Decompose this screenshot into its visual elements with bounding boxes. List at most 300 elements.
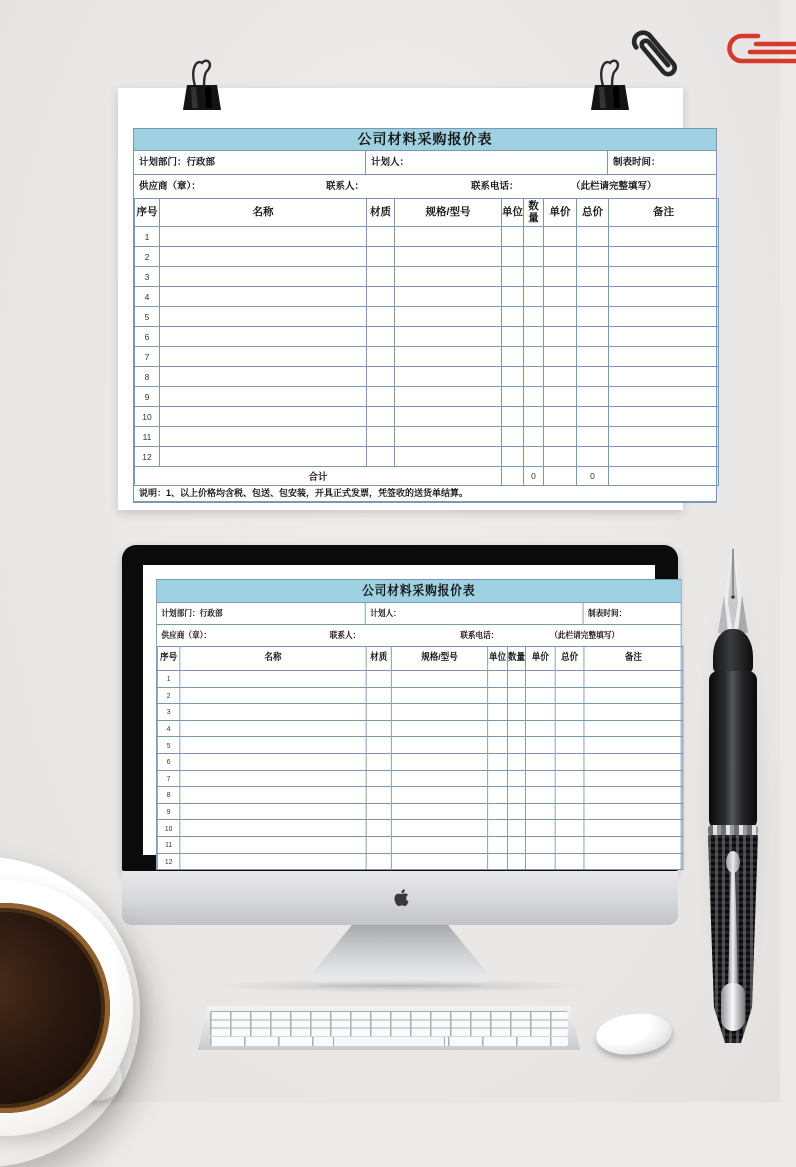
- cell-empty: [367, 287, 395, 307]
- cell-empty: [488, 770, 508, 787]
- cell-empty: [366, 704, 391, 721]
- cell-empty: [577, 407, 609, 427]
- cell-empty: [525, 737, 555, 754]
- cell-empty: [609, 247, 719, 267]
- form-title: 公司材料采购报价表: [157, 580, 681, 602]
- cell-empty: [555, 687, 584, 704]
- row-number: 11: [135, 427, 160, 447]
- cell-empty: [502, 267, 524, 287]
- table-row: [157, 820, 683, 837]
- cell-empty: [391, 720, 487, 737]
- cell-empty: [555, 704, 584, 721]
- cell-empty: [366, 720, 391, 737]
- cell-empty: [555, 836, 584, 853]
- pen-clip-tip: [721, 983, 745, 1031]
- cell-empty: [395, 387, 502, 407]
- header-row: [135, 199, 719, 227]
- row-number: 1: [135, 227, 160, 247]
- total-row: [135, 467, 719, 486]
- apple-logo-icon: [389, 887, 411, 909]
- cell-empty: [367, 367, 395, 387]
- header-row: [157, 647, 683, 671]
- cell-empty: [395, 427, 502, 447]
- phone-label: 联系电话：: [471, 181, 519, 192]
- dept-cell: 计划部门：行政部: [157, 603, 366, 624]
- row-number: 11: [157, 836, 180, 853]
- row-number: 9: [135, 387, 160, 407]
- cell-empty: [525, 687, 555, 704]
- cell-empty: [488, 836, 508, 853]
- row-number: 10: [135, 407, 160, 427]
- cell-empty: [502, 347, 524, 367]
- table-row: [157, 704, 683, 721]
- cell-empty: [524, 227, 544, 247]
- cell-empty: [160, 447, 367, 467]
- row-number: 2: [157, 687, 180, 704]
- cell-empty: [544, 307, 577, 327]
- cell-empty: [160, 287, 367, 307]
- cell-empty: [488, 671, 508, 688]
- cell-empty: [507, 753, 525, 770]
- supplier-label: 供应商（章）：: [161, 630, 212, 640]
- cell-empty: [367, 387, 395, 407]
- paper-sheet: [118, 88, 683, 510]
- cell-empty: [367, 267, 395, 287]
- cell-empty: [544, 347, 577, 367]
- cell-empty: [584, 836, 683, 853]
- cell-empty: [180, 853, 366, 870]
- col-name: 名称: [160, 199, 367, 227]
- row-number: 8: [135, 367, 160, 387]
- cell-empty: [366, 770, 391, 787]
- cell-empty: [544, 407, 577, 427]
- cell-empty: [524, 287, 544, 307]
- cell-empty: [544, 247, 577, 267]
- cell-empty: [180, 820, 366, 837]
- cell-empty: [555, 753, 584, 770]
- cell-empty: [524, 347, 544, 367]
- col-remark: 备注: [609, 199, 719, 227]
- cell-empty: [502, 427, 524, 447]
- cell-empty: [395, 307, 502, 327]
- row-number: 5: [157, 737, 180, 754]
- cell-empty: [488, 720, 508, 737]
- cell-empty: [577, 367, 609, 387]
- table-row: [135, 347, 719, 367]
- cell-empty: [524, 427, 544, 447]
- items-table: [134, 198, 719, 486]
- table-row: [135, 407, 719, 427]
- cell-empty: [502, 407, 524, 427]
- cell-empty: [502, 287, 524, 307]
- cell-empty: [366, 671, 391, 688]
- col-unit: 单位: [488, 647, 508, 671]
- cell-empty: [584, 770, 683, 787]
- cell-empty: [180, 836, 366, 853]
- planner-cell: 计划人：: [366, 603, 584, 624]
- cell-empty: [488, 803, 508, 820]
- table-row: [135, 267, 719, 287]
- table-row: [157, 737, 683, 754]
- col-material: 材质: [366, 647, 391, 671]
- col-unit-price: 单价: [544, 199, 577, 227]
- contact-label: 联系人：: [326, 181, 365, 192]
- cell-empty: [609, 327, 719, 347]
- monitor-shadow: [215, 979, 585, 993]
- cell-empty: [525, 770, 555, 787]
- mouse: [594, 1010, 674, 1058]
- col-index: 序号: [135, 199, 160, 227]
- cell-empty: [395, 447, 502, 467]
- cell-empty: [507, 720, 525, 737]
- col-total-price: 总价: [577, 199, 609, 227]
- cell-empty: [160, 327, 367, 347]
- table-row: [135, 327, 719, 347]
- table-row: [157, 753, 683, 770]
- row-number: 6: [157, 753, 180, 770]
- row-number: 2: [135, 247, 160, 267]
- cell-empty: [502, 367, 524, 387]
- col-spec: 规格/型号: [395, 199, 502, 227]
- cell-empty: [555, 737, 584, 754]
- cell-empty: [584, 803, 683, 820]
- col-index: 序号: [157, 647, 180, 671]
- pen-section: [713, 629, 753, 675]
- date-cell: 制表时间：: [588, 608, 627, 618]
- cell-empty: [180, 720, 366, 737]
- row-number: 3: [135, 267, 160, 287]
- cell-empty: [391, 836, 487, 853]
- cell-empty: [366, 737, 391, 754]
- row-number: 8: [157, 787, 180, 804]
- cell-empty: [395, 407, 502, 427]
- row-number: 12: [157, 853, 180, 870]
- cell-empty: [391, 787, 487, 804]
- col-total-price: 总价: [555, 647, 584, 671]
- cell-empty: [609, 287, 719, 307]
- cell-empty: [160, 407, 367, 427]
- total-label: 合计: [135, 467, 502, 486]
- cell-empty: [391, 704, 487, 721]
- cell-empty: [577, 287, 609, 307]
- cell-empty: [555, 720, 584, 737]
- cell-empty: [502, 387, 524, 407]
- keyboard: [198, 1006, 580, 1050]
- cell-empty: [395, 267, 502, 287]
- cell-empty: [395, 227, 502, 247]
- cell-empty: [367, 327, 395, 347]
- cell-empty: [609, 307, 719, 327]
- supplier-label: 供应商（章）：: [139, 181, 201, 192]
- cell-empty: [488, 753, 508, 770]
- cell-empty: [391, 671, 487, 688]
- cell-empty: [584, 704, 683, 721]
- cell-empty: [577, 227, 609, 247]
- cell-empty: [525, 753, 555, 770]
- spacebar: [333, 1037, 445, 1046]
- cell-empty: [584, 820, 683, 837]
- cell-empty: [524, 447, 544, 467]
- cell-empty: [488, 704, 508, 721]
- cell-empty: [525, 803, 555, 820]
- info-row-1: [134, 150, 716, 174]
- cell-empty: [525, 671, 555, 688]
- pen-band: [708, 825, 758, 836]
- cell-empty: [180, 753, 366, 770]
- col-qty: 数量: [524, 199, 544, 227]
- col-unit: 单位: [502, 199, 524, 227]
- cell-empty: [577, 247, 609, 267]
- cell-empty: [525, 787, 555, 804]
- binder-clip-icon: [586, 52, 634, 112]
- cell-empty: [160, 387, 367, 407]
- table-row: [157, 836, 683, 853]
- cell-empty: [524, 307, 544, 327]
- cell-empty: [502, 467, 524, 486]
- cell-empty: [488, 853, 508, 870]
- pen-barrel: [709, 671, 757, 829]
- table-body: [135, 227, 719, 467]
- cell-empty: [367, 227, 395, 247]
- col-name: 名称: [180, 647, 366, 671]
- quotation-form-screen: [156, 579, 682, 870]
- row-number: 5: [135, 307, 160, 327]
- cell-empty: [525, 853, 555, 870]
- cell-empty: [395, 367, 502, 387]
- imac-chin: [122, 871, 678, 925]
- cell-empty: [609, 227, 719, 247]
- cell-empty: [160, 267, 367, 287]
- table-body: [157, 671, 683, 870]
- table-row: [135, 247, 719, 267]
- cell-empty: [609, 467, 719, 486]
- cell-empty: [366, 687, 391, 704]
- cell-empty: [502, 247, 524, 267]
- table-row: [135, 287, 719, 307]
- cell-empty: [544, 227, 577, 247]
- cell-empty: [544, 387, 577, 407]
- cell-empty: [555, 820, 584, 837]
- keyboard-keys: [210, 1011, 568, 1036]
- cell-empty: [525, 704, 555, 721]
- cell-empty: [555, 787, 584, 804]
- table-row: [135, 387, 719, 407]
- cell-empty: [577, 347, 609, 367]
- quotation-form-paper: [133, 128, 717, 503]
- cell-empty: [577, 267, 609, 287]
- cell-empty: [609, 387, 719, 407]
- info-row-1: [157, 602, 681, 624]
- cell-empty: [584, 753, 683, 770]
- cell-empty: [555, 803, 584, 820]
- table-row: [135, 307, 719, 327]
- cell-empty: [507, 820, 525, 837]
- cell-empty: [577, 307, 609, 327]
- table-row: [157, 687, 683, 704]
- cell-empty: [366, 753, 391, 770]
- cell-empty: [507, 836, 525, 853]
- cell-empty: [524, 267, 544, 287]
- cell-empty: [584, 720, 683, 737]
- table-row: [157, 803, 683, 820]
- row-number: 6: [135, 327, 160, 347]
- planner-cell: 计划人：: [366, 151, 608, 174]
- cell-empty: [584, 687, 683, 704]
- cell-empty: [160, 247, 367, 267]
- cell-empty: [366, 820, 391, 837]
- cell-empty: [584, 787, 683, 804]
- table-row: [135, 367, 719, 387]
- table-row: [157, 720, 683, 737]
- row-number: 1: [157, 671, 180, 688]
- cell-empty: [395, 327, 502, 347]
- row-number: 3: [157, 704, 180, 721]
- cell-empty: [180, 770, 366, 787]
- cell-empty: [525, 820, 555, 837]
- monitor-screen: [143, 565, 655, 866]
- row-number: 4: [157, 720, 180, 737]
- cell-empty: [180, 671, 366, 688]
- table-row: [157, 853, 683, 870]
- col-remark: 备注: [584, 647, 683, 671]
- cell-empty: [524, 387, 544, 407]
- cell-empty: [391, 803, 487, 820]
- table-row: [157, 787, 683, 804]
- red-paperclip-icon: [726, 32, 780, 72]
- table-row: [135, 447, 719, 467]
- col-spec: 规格/型号: [391, 647, 487, 671]
- cell-empty: [488, 820, 508, 837]
- imac-monitor: [122, 545, 678, 871]
- cell-empty: [609, 407, 719, 427]
- table-row: [135, 427, 719, 447]
- cell-empty: [367, 307, 395, 327]
- row-number: 7: [135, 347, 160, 367]
- cell-empty: [366, 836, 391, 853]
- cell-empty: [525, 836, 555, 853]
- binder-clip-icon: [178, 52, 226, 112]
- cell-empty: [391, 687, 487, 704]
- cell-empty: [391, 737, 487, 754]
- cell-empty: [502, 307, 524, 327]
- cell-empty: [502, 327, 524, 347]
- cell-empty: [180, 803, 366, 820]
- cell-empty: [525, 720, 555, 737]
- fill-note-label: （此栏请完整填写）: [550, 630, 620, 640]
- cell-empty: [507, 770, 525, 787]
- cell-empty: [577, 327, 609, 347]
- cell-empty: [577, 427, 609, 447]
- cell-empty: [160, 347, 367, 367]
- cell-empty: [366, 803, 391, 820]
- cell-empty: [366, 787, 391, 804]
- cell-empty: [180, 704, 366, 721]
- cell-empty: [544, 267, 577, 287]
- total-quantity: 0: [524, 467, 544, 486]
- cell-empty: [180, 687, 366, 704]
- table-row: [157, 671, 683, 688]
- cell-empty: [391, 770, 487, 787]
- cell-empty: [160, 427, 367, 447]
- cell-empty: [160, 367, 367, 387]
- imac-stand: [300, 925, 500, 987]
- cell-empty: [555, 770, 584, 787]
- cell-empty: [391, 820, 487, 837]
- row-number: 10: [157, 820, 180, 837]
- cell-empty: [507, 671, 525, 688]
- cell-empty: [609, 447, 719, 467]
- cell-empty: [524, 407, 544, 427]
- cell-empty: [544, 467, 577, 486]
- cell-empty: [160, 307, 367, 327]
- cell-empty: [544, 287, 577, 307]
- cell-empty: [544, 447, 577, 467]
- cell-empty: [524, 247, 544, 267]
- cell-empty: [609, 427, 719, 447]
- row-number: 4: [135, 287, 160, 307]
- pen-nib: [712, 543, 754, 635]
- cell-empty: [180, 737, 366, 754]
- cell-empty: [609, 367, 719, 387]
- row-number: 12: [135, 447, 160, 467]
- cell-empty: [488, 787, 508, 804]
- cell-empty: [502, 227, 524, 247]
- row-number: 9: [157, 803, 180, 820]
- cell-empty: [544, 427, 577, 447]
- info-row-2: [157, 624, 681, 646]
- cell-empty: [395, 247, 502, 267]
- cell-empty: [577, 387, 609, 407]
- cell-empty: [524, 327, 544, 347]
- cell-empty: [507, 787, 525, 804]
- form-title: 公司材料采购报价表: [134, 129, 716, 150]
- cell-empty: [584, 853, 683, 870]
- cell-empty: [507, 687, 525, 704]
- phone-label: 联系电话：: [460, 630, 499, 640]
- cell-empty: [502, 447, 524, 467]
- cell-empty: [395, 347, 502, 367]
- col-material: 材质: [367, 199, 395, 227]
- cell-empty: [395, 287, 502, 307]
- fountain-pen: [700, 543, 766, 1043]
- cell-empty: [507, 853, 525, 870]
- cell-empty: [584, 737, 683, 754]
- cell-empty: [507, 803, 525, 820]
- cell-empty: [584, 671, 683, 688]
- fill-note-label: （此栏请完整填写）: [571, 181, 657, 192]
- cell-empty: [160, 227, 367, 247]
- footnote: 说明：1、以上价格均含税、包送、包安装，开具正式发票，凭签收的送货单结算。: [134, 486, 716, 503]
- cell-empty: [391, 753, 487, 770]
- cell-empty: [366, 853, 391, 870]
- cell-empty: [391, 853, 487, 870]
- cell-empty: [577, 447, 609, 467]
- cell-empty: [488, 737, 508, 754]
- cell-empty: [367, 427, 395, 447]
- cell-empty: [609, 267, 719, 287]
- table-row: [135, 227, 719, 247]
- cell-empty: [367, 447, 395, 467]
- cell-empty: [180, 787, 366, 804]
- col-qty: 数量: [507, 647, 525, 671]
- cell-empty: [524, 367, 544, 387]
- row-number: 7: [157, 770, 180, 787]
- cell-empty: [555, 671, 584, 688]
- cell-empty: [544, 367, 577, 387]
- col-unit-price: 单价: [525, 647, 555, 671]
- cell-empty: [507, 704, 525, 721]
- total-price: 0: [577, 467, 609, 486]
